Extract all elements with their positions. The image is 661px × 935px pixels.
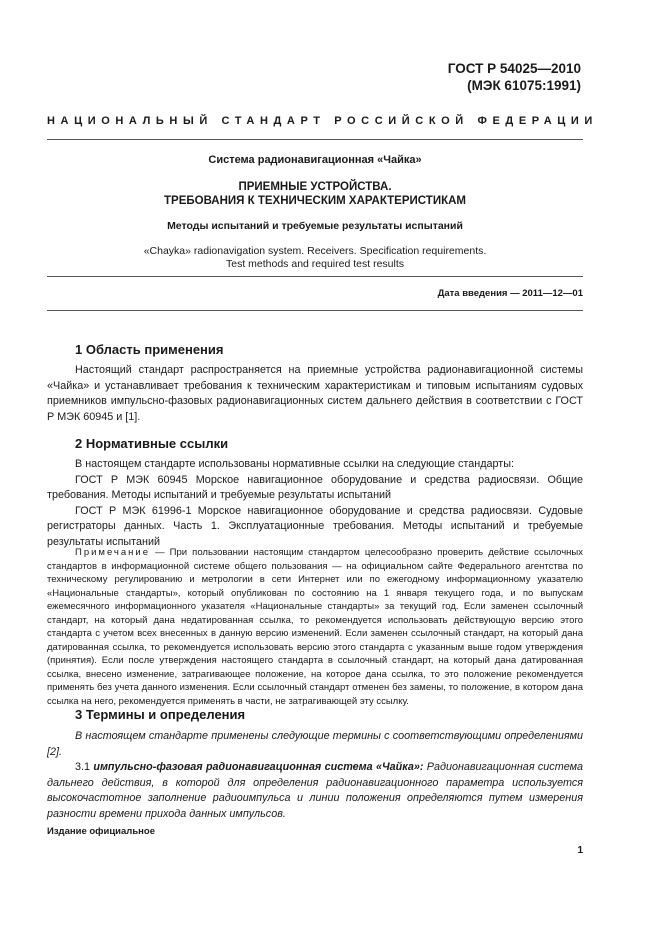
section-2-heading: 2 Нормативные ссылки xyxy=(75,436,229,451)
section-3-heading: 3 Термины и определения xyxy=(75,707,246,722)
english-title xyxy=(47,245,583,271)
title-line-2: ТРЕБОВАНИЯ К ТЕХНИЧЕСКИМ ХАРАКТЕРИСТИКАМ xyxy=(164,195,466,207)
term-definition: Радионавигационная система дальнего действия, в которой для определения радионавигационного параметра используется высокочастотное заполнение радиоимпульса и линии положения определяются путем измерения разности времени прихода данных импульсов. xyxy=(47,761,583,820)
mid-divider xyxy=(47,276,583,277)
term-name: импульсно-фазовая радионавигационная система «Чайка»: xyxy=(93,761,424,773)
section-2-paragraph-3: ГОСТ Р МЭК 61996-1 Морское навигационное оборудование и средства радиосвязи. Судовые регистраторы данных. Часть 1. Эксплуатационные требования. Методы испытаний и требуемые результаты испытаний xyxy=(47,504,583,548)
document-subtitle: Методы испытаний и требуемые результаты испытаний xyxy=(167,220,463,232)
section-3-intro: В настоящем стандарте применены следующие термины с соответствующими определениями [2]. xyxy=(47,730,583,758)
iec-number: (МЭК 61075:1991) xyxy=(467,78,581,93)
term-3-1 xyxy=(47,760,583,822)
note-block xyxy=(47,546,583,708)
standard-identifier xyxy=(448,60,581,94)
introduction-date: Дата введения — 2011—12—01 xyxy=(437,288,583,299)
standard-number: ГОСТ Р 54025—2010 xyxy=(447,61,581,76)
section-2-paragraph-1: В настоящем стандарте использованы нормативные ссылки на следующие стандарты: xyxy=(75,458,514,470)
section-2-text xyxy=(47,457,583,550)
section-1-heading: 1 Область применения xyxy=(75,342,224,357)
top-divider xyxy=(47,139,583,140)
system-name: Система радионавигационная «Чайка» xyxy=(208,154,422,166)
note-text: — При пользовании настоящим стандартом целесообразно проверить действие ссылочных стандартов в информационной системе общего пользования — на официальном сайте Федерального агентства по техническому регулированию и метрологии в сети Интернет или по ежегодному информационному указателю «Национальные стандарты», который опубликован по состоянию на 1 января текущего года, и по выпускам ежемесячного информационного указателя «Национальные стандарты» за текущий год. Если заменен ссылочный стандарт, на который дана недатированная ссылка, то рекомендуется использовать действующую версию этого стандарта с учетом всех внесенных в данную версию изменений. Если заменен ссылочный стандарт, на который дана датированная ссылка, то рекомендуется использовать версию этого стандарта с указанным выше годом утверждения (принятия). Если после утверждения настоящего стандарта в ссылочный стандарт, на который дана датированная ссылка, внесено изменение, затрагивающее положение, на которое дана ссылка, то это положение рекомендуется применять без учета данного изменения. Если ссылочный стандарт отменен без замены, то положение, в котором дана ссылка на него, рекомендуется применять в части, не затрагивающей эту ссылку. xyxy=(47,547,583,707)
national-standard-banner: НАЦИОНАЛЬНЫЙ СТАНДАРТ РОССИЙСКОЙ ФЕДЕРАЦИИ xyxy=(47,115,598,127)
official-edition-label: Издание официальное xyxy=(47,826,155,837)
section-2-paragraph-2: ГОСТ Р МЭК 60945 Морское навигационное оборудование и средства радиосвязи. Общие требования. Методы испытаний и требуемые результаты испытаний xyxy=(47,473,583,501)
english-title-line-2: Test methods and required test results xyxy=(225,258,404,270)
section-1-text xyxy=(47,363,583,425)
english-title-line-1: «Chayka» radionavigation system. Receivers. Specification requirements. xyxy=(143,245,487,257)
title-line-1: ПРИЕМНЫЕ УСТРОЙСТВА. xyxy=(238,181,392,193)
page-number: 1 xyxy=(577,845,583,856)
date-divider xyxy=(47,310,583,311)
document-title xyxy=(47,180,583,208)
note-label: Примечание xyxy=(75,547,150,558)
section-3-text xyxy=(47,729,583,822)
section-1-paragraph: Настоящий стандарт распространяется на приемные устройства радионавигационной системы «Чайка» и устанавливает требования к техническим характеристикам и типовым испытаниям судовых приемников импульсно-фазовых радионавигационных систем дальнего действия в соответствии с ГОСТ Р МЭК 60945 и [1]. xyxy=(47,364,583,423)
term-number: 3.1 xyxy=(75,761,94,773)
